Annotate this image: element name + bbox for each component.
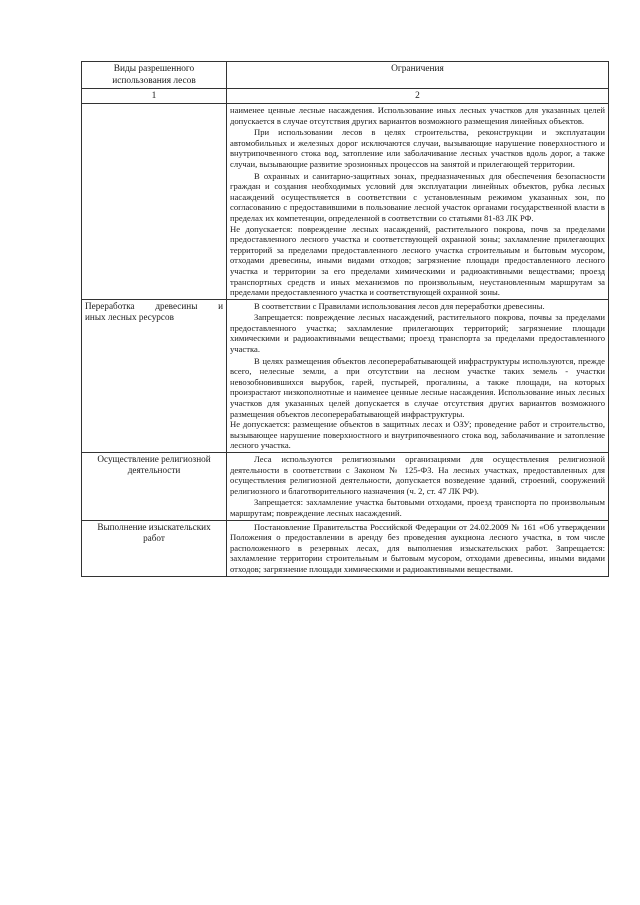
paragraph: Запрещается: захламление участка бытовыми отходами, проезд транспорта по произвольным маршрутам; повреждение лесных насаждений. — [230, 497, 605, 518]
header-col1-line1: Виды разрешенного — [113, 64, 195, 74]
table-row — [82, 453, 609, 521]
row-label-cell — [82, 104, 227, 300]
row-text-cell — [227, 299, 609, 452]
paragraph: При использовании лесов в целях строительства, реконструкции и эксплуатации автомобильных и железных дорог исключаются случаи, вызывающие нарушение поверхностного и внутрипочвенного стока вод, затопление или заболачивание лесных участков вдоль дорог, а также случаи, вызывающие развитие эрозионных процессов на занятой и прилегающей территории. — [230, 127, 605, 169]
table-row — [82, 104, 609, 300]
table-row — [82, 299, 609, 452]
table-row — [82, 520, 609, 576]
paragraph: В охранных и санитарно-защитных зонах, предназначенных для обеспечения безопасности граждан и создания необходимых условий для эксплуатации линейных объектов, рубка лесных насаждений осуществляется в соответствии с установленным режимом указанных зон, по согласованию с предоставившими в пользование лесной участок органами государственной власти в пределах их компетенции, определенной в соответствии со статьями 81-83 ЛК РФ. — [230, 170, 605, 223]
paragraph: Не допускается: размещение объектов в защитных лесах и ОЗУ; проведение работ и строительство, вызывающее нарушение поверхностного и внутрипочвенного стока вод, заболачивание и затопление лесного участка. — [230, 419, 605, 451]
paragraph: Не допускается: повреждение лесных насаждений, растительного покрова, почв за пределами предоставленного лесного участка и соответствующей охранной зоны; захламление прилегающих территорий за пределами предоставленного лесного участка строительным и бытовым мусором, отходами древесины, иными видами отходов; загрязнение площади предоставленного лесного участка и территории за его пределами химическими и радиоактивными веществами; проезд транспортных средств и иных механизмов по произвольным, неустановленным маршрутам за пределами предоставленного участка и соответствующей охранной зоны. — [230, 223, 605, 298]
row-label-line: Выполнение изыскательских — [97, 521, 211, 532]
paragraph: Запрещается: повреждение лесных насаждений, растительного покрова, почвы за пределами предоставленного участка; захламление прилегающих территорий; загрязнение площади химическими и радиоактивными веществами; проезд транспорта за пределами предоставленного участка. — [230, 312, 605, 355]
row-label-cell — [82, 453, 227, 521]
table-header-row — [82, 62, 609, 89]
row-label-line: работ — [143, 532, 165, 543]
row-label-line: Осуществление религиозной — [97, 454, 211, 464]
row-label-line: иных лесных ресурсов — [85, 311, 174, 322]
header-col2-title: Ограничения — [391, 64, 444, 74]
paragraph: наименее ценные лесные насаждения. Использование иных лесных участков для указанных целей допускается в случае отсутствия других вариантов возможного размещения линейных объектов. — [230, 105, 605, 126]
row-text-cell — [227, 520, 609, 576]
row-label — [85, 301, 223, 323]
paragraph: В соответствии с Правилами использования лесов для переработки древесины. — [254, 300, 545, 311]
paragraph: Леса используются религиозными организациями для осуществления религиозной деятельности в соответствии с Законом № 125-ФЗ. На лесных участках, предоставленных для осуществления религиозной деятельности, допускается возведение зданий, строений, сооружений религиозного и благотворительного назначения (ч. 2, ст. 47 ЛК РФ). — [230, 454, 605, 496]
column-number-row — [82, 89, 609, 104]
row-label-line: деятельности — [127, 465, 181, 475]
row-label — [85, 454, 223, 476]
paragraph: Постановление Правительства Российской Федерации от 24.02.2009 № 161 «Об утверждении Положения о предоставлении в аренду без проведения аукциона лесного участка, в том числе расположенного в резервных лесах, для выполнения изыскательских работ. Запрещается: захламление территории строительным и бытовым мусором, отходами древесины, иными видами отходов; загрязнение площади химическими и радиоактивными веществами. — [230, 521, 605, 574]
paragraph: В целях размещения объектов лесоперерабатывающей инфраструктуры используются, прежде всего, нелесные земли, а при отсутствии на лесном участке таких земель - участки невозобновившихся вырубок, гарей, пустырей, прогалины, а также площади, на которых произрастают низкополнотные и наименее ценные лесные насаждения. Использование иных лесных участков для указанных целей допускается в случае отсутствия других вариантов возможного размещения объектов лесоперерабатывающей инфраструктуры. — [230, 355, 605, 419]
column-number-2: 2 — [227, 89, 609, 104]
column-number-1: 1 — [82, 89, 227, 104]
header-col1-line2: использования лесов — [112, 76, 196, 86]
restrictions-table — [81, 61, 609, 577]
header-cell-restrictions — [227, 62, 609, 89]
header-cell-kinds — [82, 62, 227, 89]
row-label-cell — [82, 299, 227, 452]
document-page — [81, 61, 608, 577]
row-label-line: Переработка древесины и — [85, 300, 223, 311]
row-label — [85, 522, 223, 544]
row-label-cell — [82, 520, 227, 576]
row-text-cell — [227, 453, 609, 521]
row-text-cell — [227, 104, 609, 300]
